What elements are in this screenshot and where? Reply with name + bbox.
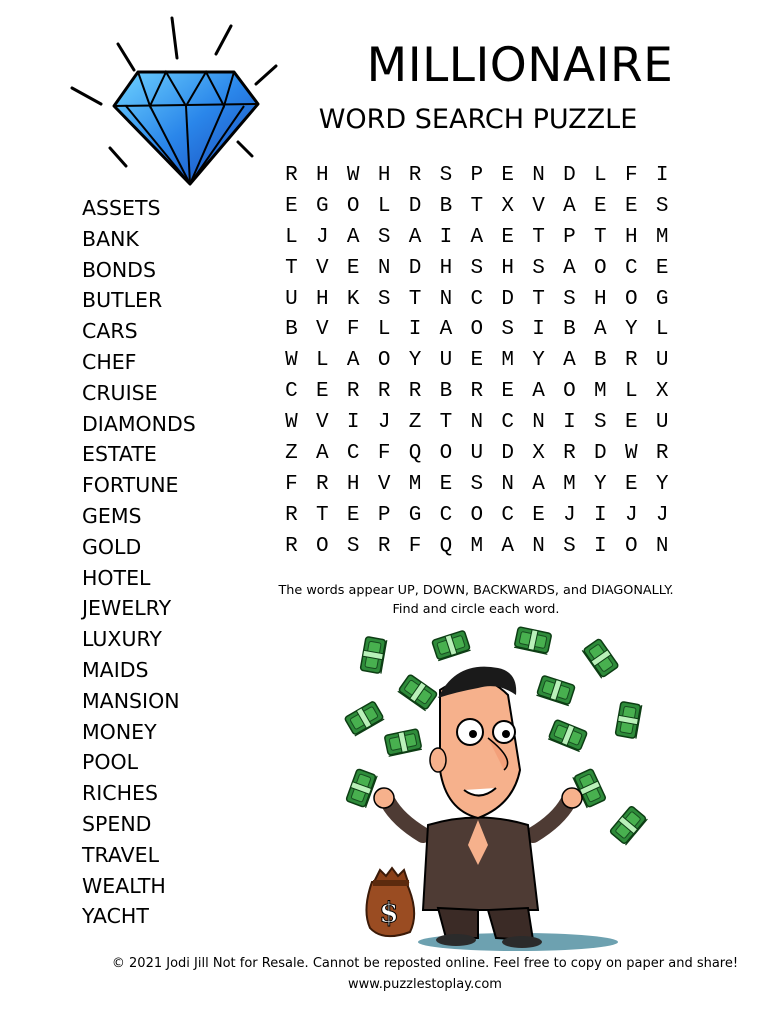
word-list-item: CHEF [82, 349, 137, 374]
grid-cell[interactable]: C [470, 287, 484, 311]
grid-cell[interactable]: A [532, 472, 545, 496]
grid-cell[interactable]: I [408, 318, 422, 342]
grid-cell[interactable]: R [624, 349, 638, 373]
grid-cell[interactable]: S [470, 472, 484, 496]
grid-row [276, 407, 678, 438]
grid-cell[interactable]: T [408, 287, 422, 311]
grid-cell[interactable]: F [408, 534, 422, 558]
word-list-item: CARS [82, 319, 138, 344]
grid-cell[interactable]: C [624, 256, 638, 280]
grid-cell[interactable]: V [316, 318, 329, 342]
cash-stack-icon [346, 769, 377, 808]
grid-cell[interactable]: R [285, 534, 298, 558]
grid-cell[interactable]: R [377, 534, 391, 558]
grid-cell[interactable]: T [532, 287, 545, 311]
grid-cell[interactable]: D [408, 194, 422, 218]
grid-cell[interactable]: M [655, 225, 669, 249]
grid-cell[interactable]: V [532, 194, 545, 218]
grid-cell[interactable]: R [346, 380, 360, 404]
word-list-item: MONEY [82, 719, 157, 744]
grid-cell[interactable]: T [316, 503, 329, 527]
grid-cell[interactable]: F [346, 318, 360, 342]
word-list-item: ESTATE [82, 442, 157, 467]
grid-cell[interactable]: H [594, 287, 607, 311]
grid-cell[interactable]: Y [594, 472, 607, 496]
grid-cell[interactable]: L [316, 349, 329, 373]
grid-cell[interactable]: L [377, 318, 391, 342]
grid-cell[interactable]: O [470, 503, 484, 527]
grid-row [276, 160, 678, 191]
word-list-item: MANSION [82, 688, 180, 713]
grid-cell[interactable]: R [285, 163, 298, 187]
grid-cell[interactable]: R [408, 163, 422, 187]
diamond-icon [66, 14, 281, 194]
grid-cell[interactable]: M [563, 472, 576, 496]
grid-cell[interactable]: Q [408, 441, 422, 465]
grid-cell[interactable]: O [377, 349, 391, 373]
grid-cell[interactable]: G [655, 287, 669, 311]
grid-cell[interactable]: A [563, 194, 576, 218]
grid-cell[interactable]: J [316, 225, 329, 249]
millionaire-illustration [328, 620, 668, 960]
cash-stack-icon [536, 675, 575, 705]
grid-cell[interactable]: E [346, 503, 360, 527]
grid-cell[interactable]: O [346, 194, 360, 218]
grid-row [276, 314, 678, 345]
grid-cell[interactable]: C [439, 503, 453, 527]
grid-cell[interactable]: I [439, 225, 453, 249]
grid-cell[interactable]: S [563, 287, 576, 311]
word-list-item: FORTUNE [82, 473, 179, 498]
instructions-line: Find and circle each word. [392, 602, 560, 617]
grid-cell[interactable]: R [470, 380, 484, 404]
grid-cell[interactable]: V [377, 472, 391, 496]
grid-cell[interactable]: O [563, 380, 576, 404]
grid-cell[interactable]: L [285, 225, 298, 249]
grid-cell[interactable]: L [624, 380, 638, 404]
grid-cell[interactable]: L [655, 318, 669, 342]
footer [80, 953, 768, 995]
cash-stack-icon [548, 719, 587, 751]
grid-cell[interactable]: O [439, 441, 453, 465]
word-list-item: BONDS [82, 257, 156, 282]
grid-cell[interactable]: S [501, 318, 514, 342]
grid-row [276, 469, 678, 500]
grid-cell[interactable]: I [594, 503, 607, 527]
grid-cell[interactable]: T [532, 225, 545, 249]
cash-stack-icon [514, 627, 552, 655]
grid-cell[interactable]: A [594, 318, 607, 342]
grid-cell[interactable]: A [408, 225, 422, 249]
grid-cell[interactable]: A [470, 225, 484, 249]
grid-cell[interactable]: S [655, 194, 669, 218]
grid-cell[interactable]: I [594, 534, 607, 558]
grid-row [276, 253, 678, 284]
grid-cell[interactable]: P [470, 163, 484, 187]
grid-cell[interactable]: X [655, 380, 669, 404]
grid-cell[interactable]: X [532, 441, 545, 465]
grid-cell[interactable]: Z [285, 441, 298, 465]
copyright-text: © 2021 Jodi Jill Not for Resale. Cannot be reposted online. Feel free to copy on paper and share! [111, 956, 739, 971]
grid-cell[interactable]: Q [439, 534, 453, 558]
grid-cell[interactable]: H [501, 256, 514, 280]
grid-cell[interactable]: N [501, 472, 514, 496]
instructions [262, 581, 690, 619]
word-list-item: RICHES [82, 781, 158, 806]
grid-cell[interactable]: E [594, 194, 607, 218]
word-list-item: DIAMONDS [82, 411, 196, 436]
grid-cell[interactable]: H [377, 163, 391, 187]
grid-cell[interactable]: R [655, 441, 669, 465]
instructions-line: The words appear UP, DOWN, BACKWARDS, and DIAGONALLY. [278, 583, 674, 598]
grid-cell[interactable]: L [377, 194, 391, 218]
grid-cell[interactable]: E [501, 163, 514, 187]
grid-cell[interactable]: Y [655, 472, 669, 496]
grid-cell[interactable]: E [501, 225, 514, 249]
cash-stack-icon [615, 702, 642, 739]
grid-row [276, 284, 678, 315]
grid-cell[interactable]: D [501, 441, 514, 465]
grid-cell[interactable]: C [501, 411, 514, 435]
grid-cell[interactable]: S [470, 256, 484, 280]
word-list-item: BANK [82, 226, 139, 251]
grid-cell[interactable]: P [377, 503, 391, 527]
website-link[interactable]: www.puzzlestoplay.com [348, 977, 502, 992]
cash-stack-icon [344, 701, 384, 736]
money-bag-symbol: $ [379, 896, 399, 929]
grid-cell[interactable]: T [285, 256, 298, 280]
grid-cell[interactable]: C [501, 503, 514, 527]
grid-cell[interactable]: E [439, 472, 453, 496]
grid-cell[interactable]: W [346, 163, 360, 187]
grid-cell[interactable]: D [501, 287, 514, 311]
grid-cell[interactable]: A [563, 349, 576, 373]
word-list-item: SPEND [82, 811, 152, 836]
cash-stack-icon [609, 806, 647, 846]
grid-cell[interactable]: E [501, 380, 514, 404]
grid-row [276, 376, 678, 407]
grid-cell[interactable]: V [316, 256, 329, 280]
grid-cell[interactable]: B [563, 318, 576, 342]
cash-stack-icon [582, 638, 619, 678]
grid-cell[interactable]: M [594, 380, 607, 404]
grid-cell[interactable]: B [439, 380, 453, 404]
grid-cell[interactable]: N [439, 287, 453, 311]
grid-cell[interactable]: U [285, 287, 298, 311]
grid-cell[interactable]: R [377, 380, 391, 404]
grid-cell[interactable]: V [316, 411, 329, 435]
grid-cell[interactable]: E [285, 194, 298, 218]
grid-cell[interactable]: S [377, 225, 391, 249]
grid-cell[interactable]: N [532, 411, 545, 435]
word-list-item: GOLD [82, 534, 142, 559]
grid-cell[interactable]: S [532, 256, 545, 280]
grid-cell[interactable]: R [563, 441, 576, 465]
grid-row [276, 500, 678, 531]
grid-cell[interactable]: O [624, 287, 638, 311]
cash-stack-icon [360, 637, 387, 674]
letter-grid [276, 160, 678, 562]
grid-cell[interactable]: S [377, 287, 391, 311]
grid-cell[interactable]: E [624, 472, 638, 496]
grid-cell[interactable]: B [594, 349, 607, 373]
grid-cell[interactable]: I [655, 163, 669, 187]
grid-cell[interactable]: K [346, 287, 360, 311]
grid-cell[interactable]: H [316, 163, 329, 187]
grid-cell[interactable]: F [624, 163, 638, 187]
grid-cell[interactable]: J [377, 411, 391, 435]
cash-stack-icon [384, 729, 422, 757]
grid-cell[interactable]: J [563, 503, 576, 527]
grid-cell[interactable]: E [532, 503, 545, 527]
grid-cell[interactable]: Y [408, 349, 422, 373]
word-list-item: GEMS [82, 503, 142, 528]
grid-cell[interactable]: T [439, 411, 453, 435]
grid-cell[interactable]: A [316, 441, 329, 465]
grid-cell[interactable]: G [316, 194, 329, 218]
grid-cell[interactable]: J [655, 503, 669, 527]
grid-cell[interactable]: O [470, 318, 484, 342]
word-list-item: POOL [82, 750, 139, 775]
grid-cell[interactable]: E [655, 256, 669, 280]
grid-cell[interactable]: W [624, 441, 638, 465]
grid-cell[interactable]: F [285, 472, 298, 496]
grid-cell[interactable]: Y [532, 349, 545, 373]
grid-cell[interactable]: A [501, 534, 514, 558]
grid-cell[interactable]: M [470, 534, 484, 558]
grid-cell[interactable]: H [316, 287, 329, 311]
grid-cell[interactable]: R [285, 503, 298, 527]
word-list-item: MAIDS [82, 657, 149, 682]
grid-cell[interactable]: S [563, 534, 576, 558]
grid-cell[interactable]: A [346, 225, 360, 249]
grid-cell[interactable]: E [316, 380, 329, 404]
grid-cell[interactable]: R [316, 472, 329, 496]
grid-cell[interactable]: O [624, 534, 638, 558]
grid-row [276, 345, 678, 376]
grid-cell[interactable]: I [563, 411, 576, 435]
grid-cell[interactable]: O [594, 256, 607, 280]
grid-cell[interactable]: D [408, 256, 422, 280]
grid-cell[interactable]: U [655, 349, 669, 373]
grid-cell[interactable]: D [563, 163, 576, 187]
grid-row [276, 222, 678, 253]
word-list-item: YACHT [82, 904, 149, 929]
grid-cell[interactable]: A [532, 380, 545, 404]
grid-cell[interactable]: O [316, 534, 329, 558]
grid-cell[interactable]: W [285, 349, 298, 373]
grid-cell[interactable]: E [470, 349, 484, 373]
grid-cell[interactable]: Z [408, 411, 422, 435]
grid-cell[interactable]: B [439, 194, 453, 218]
grid-row [276, 191, 678, 222]
grid-cell[interactable]: U [655, 411, 669, 435]
grid-cell[interactable]: N [532, 534, 545, 558]
grid-cell[interactable]: Y [624, 318, 638, 342]
grid-cell[interactable]: X [501, 194, 514, 218]
grid-cell[interactable]: M [501, 349, 514, 373]
grid-cell[interactable]: H [346, 472, 360, 496]
grid-row [276, 438, 678, 469]
grid-cell[interactable]: A [346, 349, 360, 373]
grid-cell[interactable]: I [346, 411, 360, 435]
grid-cell[interactable]: N [470, 411, 484, 435]
grid-cell[interactable]: R [408, 380, 422, 404]
word-list-item: LUXURY [82, 627, 162, 652]
grid-cell[interactable]: L [594, 163, 607, 187]
grid-cell[interactable]: M [408, 472, 422, 496]
word-list-item: BUTLER [82, 288, 163, 313]
grid-cell[interactable]: P [563, 225, 576, 249]
grid-cell[interactable]: N [377, 256, 391, 280]
grid-cell[interactable]: N [532, 163, 545, 187]
grid-cell[interactable]: U [470, 441, 484, 465]
grid-cell[interactable]: N [655, 534, 669, 558]
grid-cell[interactable]: J [624, 503, 638, 527]
word-list-item: JEWELRY [82, 596, 172, 621]
page-subtitle: WORD SEARCH PUZZLE [318, 104, 638, 135]
word-list [82, 193, 196, 932]
grid-cell[interactable]: B [285, 318, 298, 342]
grid-cell[interactable]: C [346, 441, 360, 465]
word-list-item: CRUISE [82, 380, 158, 405]
cash-stack-icon [432, 630, 471, 660]
grid-cell[interactable]: E [624, 411, 638, 435]
grid-cell[interactable]: C [285, 380, 298, 404]
grid-cell[interactable]: W [285, 411, 298, 435]
grid-cell[interactable]: S [439, 163, 453, 187]
money-bag-icon [366, 868, 414, 936]
grid-cell[interactable]: E [346, 256, 360, 280]
grid-cell[interactable]: F [377, 441, 391, 465]
grid-cell[interactable]: U [439, 349, 453, 373]
grid-cell[interactable]: E [624, 194, 638, 218]
grid-cell[interactable]: I [532, 318, 545, 342]
grid-cell[interactable]: S [346, 534, 360, 558]
word-list-item: HOTEL [82, 565, 151, 590]
grid-cell[interactable]: H [439, 256, 453, 280]
word-list-item: TRAVEL [82, 842, 160, 867]
grid-cell[interactable]: G [408, 503, 422, 527]
grid-cell[interactable]: T [470, 194, 484, 218]
grid-cell[interactable]: H [624, 225, 638, 249]
page-title: MILLIONAIRE [366, 38, 674, 93]
grid-cell[interactable]: T [594, 225, 607, 249]
grid-row [276, 531, 678, 562]
cash-stack-icon [398, 674, 438, 711]
grid-cell[interactable]: S [594, 411, 607, 435]
word-list-item: WEALTH [82, 873, 166, 898]
grid-cell[interactable]: A [563, 256, 576, 280]
word-list-item: ASSETS [82, 196, 161, 220]
grid-cell[interactable]: D [594, 441, 607, 465]
grid-cell[interactable]: A [439, 318, 453, 342]
